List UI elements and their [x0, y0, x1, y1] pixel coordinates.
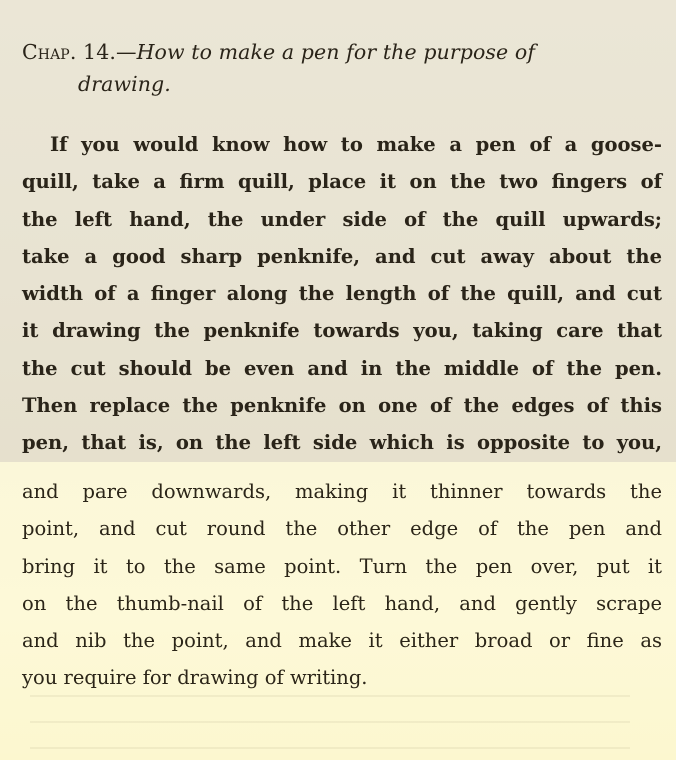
paragraph-top [22, 126, 662, 462]
text-line: If you would know how to make a pen of a goose- [50, 133, 662, 156]
text-line: pen, that is, on the left side which is opposite to you, [22, 431, 662, 455]
chapter-title-line-1: How to make a pen for the purpose of [136, 40, 536, 64]
text-line: point, and cut round the other edge of the pen and [22, 517, 662, 541]
text-line: it drawing the penknife towards you, taking care that [22, 319, 662, 343]
chapter-heading [22, 36, 662, 100]
text-line: the left hand, the under side of the quill upwards; [22, 207, 662, 231]
paragraph-bottom [22, 473, 662, 697]
text-line: quill, take a firm quill, place it on the two fingers of [22, 170, 662, 194]
text-line: and nib the point, and make it either broad or fine as [22, 629, 662, 653]
text-line: Then replace the penknife on one of the edges of this [22, 394, 662, 418]
text-line: bring it to the same point. Turn the pen over, put it [22, 554, 662, 578]
text-line: you require for drawing of writing. [22, 666, 368, 690]
text-line: on the thumb-nail of the left hand, and gently scrape [22, 591, 662, 615]
text-line: width of a finger along the length of the quill, and cut [22, 282, 662, 306]
text-line: take a good sharp penknife, and cut away about the [22, 244, 662, 268]
chapter-title-line-2: drawing. [78, 72, 171, 96]
text-line: and pare downwards, making it thinner towards the [22, 480, 662, 503]
chapter-label: Chap. 14.— [22, 40, 137, 64]
text-line: the cut should be even and in the middle of the pen. [22, 356, 662, 380]
